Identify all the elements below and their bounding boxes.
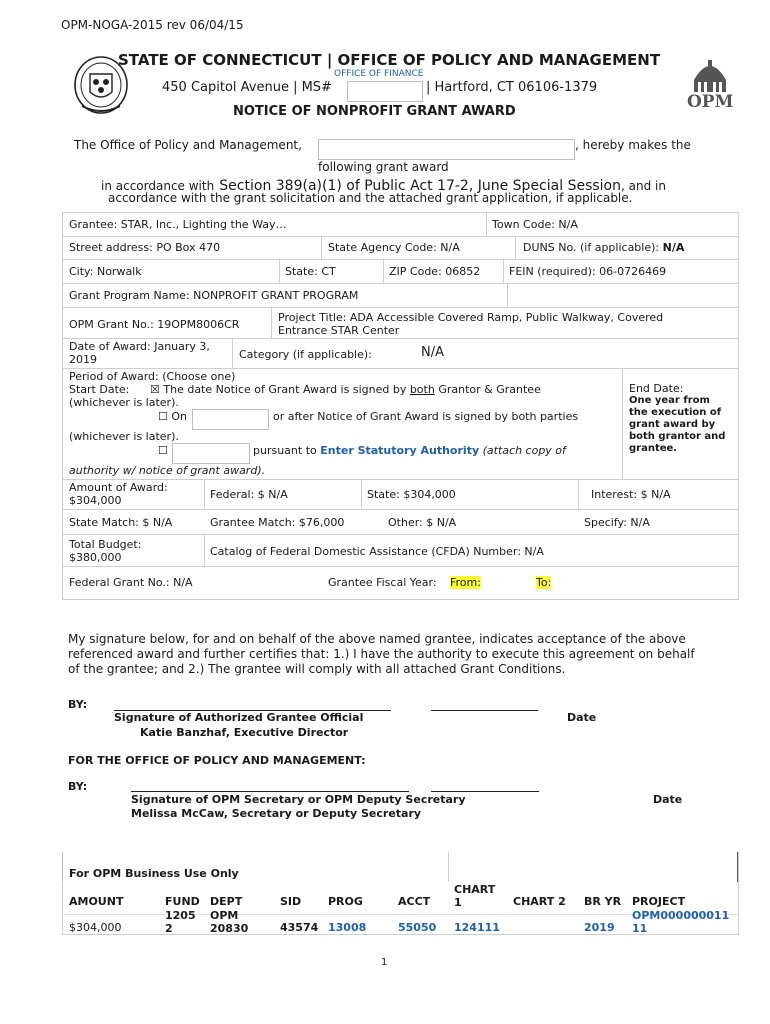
ms-number-field[interactable] xyxy=(347,81,423,102)
other-amount: Other: $ N/A xyxy=(388,516,457,529)
opm-signature-line[interactable] xyxy=(131,791,409,792)
intro-line4: accordance with the grant solicitation and the attached grant application, if applicable. xyxy=(108,191,633,205)
by-label-2: BY: xyxy=(68,780,88,793)
fiscal-year-from[interactable]: From: xyxy=(450,576,481,589)
col-chart1-header: CHART 1 xyxy=(454,883,496,909)
federal-amount: Federal: $ N/A xyxy=(210,488,288,501)
opm-date-label: Date xyxy=(653,793,683,806)
col-amount-header: AMOUNT xyxy=(69,895,124,908)
chart1-cell: 124111 xyxy=(454,921,500,934)
state-match: State Match: $ N/A xyxy=(69,516,173,529)
grant-program-name: Grant Program Name: NONPROFIT GRANT PROGRAM xyxy=(69,289,359,302)
grantee-signer-name: Katie Banzhaf, Executive Director xyxy=(140,726,349,739)
intro-line1-left: The Office of Policy and Management, xyxy=(74,138,302,152)
date-of-award-line2: 2019 xyxy=(69,353,97,366)
federal-grant-number: Federal Grant No.: N/A xyxy=(69,576,193,589)
duns-number xyxy=(523,241,684,254)
start-date-label: Start Date: xyxy=(69,383,130,396)
on-date-field[interactable] xyxy=(192,409,269,430)
grantee-date-line[interactable] xyxy=(431,710,538,711)
fund-cell: 12052 xyxy=(165,909,196,935)
notice-title: NOTICE OF NONPROFIT GRANT AWARD xyxy=(233,104,516,119)
end-date-line3: grant award by xyxy=(629,419,716,430)
acceptance-line3: of the grantee; and 2.) The grantee will comply with all attached Grant Conditions. xyxy=(68,662,566,676)
statutory-authority: Section 389(a)(1) of Public Act 17-2, June Special Session xyxy=(219,178,621,194)
amount-value: $304,000 xyxy=(69,494,122,507)
grantee-match: Grantee Match: $76,000 xyxy=(210,516,345,529)
option-statutory-checkbox[interactable] xyxy=(158,444,168,457)
option-signed-by-both[interactable] xyxy=(150,383,541,396)
option1-both: both xyxy=(409,383,435,396)
state-amount: State: $304,000 xyxy=(367,488,456,501)
dept-cell: OPM 20830 xyxy=(210,909,249,935)
whichever-later-2: (whichever is later). xyxy=(69,430,179,443)
cfda-number: Catalog of Federal Domestic Assistance (CFDA) Number: N/A xyxy=(210,545,544,558)
option1-text-b: Grantor & Grantee xyxy=(438,383,541,396)
grantee-name: Grantee: STAR, Inc., Lighting the Way… xyxy=(69,218,287,231)
enter-statutory-authority-field[interactable]: Enter Statutory Authority xyxy=(320,444,480,457)
opm-date-line[interactable] xyxy=(431,791,539,792)
col-fund-header: FUND xyxy=(165,895,200,908)
acceptance-line1: My signature below, for and on behalf of the above named grantee, indicates acceptance of the above xyxy=(68,632,686,646)
col-chart2-header: CHART 2 xyxy=(513,895,566,908)
end-date-line4: both grantor and xyxy=(629,431,726,442)
state-agency-code: State Agency Code: N/A xyxy=(328,241,460,254)
col-bryr-header: BR YR xyxy=(584,895,622,908)
prog-cell: 13008 xyxy=(328,921,367,934)
category-value: N/A xyxy=(421,345,444,360)
state: State: CT xyxy=(285,265,336,278)
project-title-line1: Project Title: ADA Accessible Covered Ramp, Public Walkway, Covered xyxy=(278,311,664,324)
amount-label: Amount of Award: xyxy=(69,481,168,494)
grantee-fiscal-year: Grantee Fiscal Year: xyxy=(328,576,437,589)
option3-authority: authority w/ notice of grant award). xyxy=(69,464,266,477)
unchecked-checkbox-icon[interactable]: ☐ xyxy=(158,444,168,457)
option1-text-a: The date Notice of Grant Award is signed by xyxy=(163,383,407,396)
category-label: Category (if applicable): xyxy=(239,348,372,361)
interest-amount: Interest: $ N/A xyxy=(591,488,671,501)
unchecked-checkbox-icon[interactable]: ☐ xyxy=(158,410,168,423)
col-acct-header: ACCT xyxy=(398,895,431,908)
end-date-line5: grantee. xyxy=(629,443,678,454)
opm-logo-text: OPM xyxy=(687,92,734,112)
duns-value: N/A xyxy=(662,241,685,254)
end-date-line1: One year from xyxy=(629,395,710,406)
intro-line2: following grant award xyxy=(318,160,449,174)
address-right: | Hartford, CT 06106-1379 xyxy=(426,80,598,95)
total-budget-value: $380,000 xyxy=(69,551,122,564)
end-date-label: End Date: xyxy=(629,382,684,395)
fein: FEIN (required): 06-0726469 xyxy=(509,265,667,278)
col-sid-header: SID xyxy=(280,895,302,908)
opm-heading: FOR THE OFFICE OF POLICY AND MANAGEMENT: xyxy=(68,754,366,767)
col-prog-header: PROG xyxy=(328,895,363,908)
option3-text xyxy=(253,444,566,457)
intro-line3-a: in accordance with xyxy=(101,179,215,193)
option2-on: On xyxy=(171,410,188,423)
office-of-finance: OFFICE OF FINANCE xyxy=(334,69,424,79)
sid-cell: 43574 xyxy=(280,921,319,934)
intro-line1-right: , hereby makes the xyxy=(575,138,691,152)
address-left: 450 Capitol Avenue | MS# xyxy=(162,80,332,95)
fiscal-year-to[interactable]: To: xyxy=(536,576,552,589)
option3-attach: (attach copy of xyxy=(482,444,566,457)
opm-logo xyxy=(684,58,736,114)
bryr-cell: 2019 xyxy=(584,921,615,934)
acct-cell: 55050 xyxy=(398,921,437,934)
town-code: Town Code: N/A xyxy=(492,218,578,231)
street-address: Street address: PO Box 470 xyxy=(69,241,221,254)
checked-checkbox-icon[interactable]: ☒ xyxy=(150,383,160,396)
page-number: 1 xyxy=(381,957,388,968)
specify: Specify: N/A xyxy=(584,516,650,529)
project-title-line2: Entrance STAR Center xyxy=(278,324,400,337)
grantee-signature-label: Signature of Authorized Grantee Official xyxy=(114,711,364,724)
whichever-later-1: (whichever is later). xyxy=(69,396,179,409)
form-id: OPM-NOGA-2015 rev 06/04/15 xyxy=(61,18,244,32)
zip-code: ZIP Code: 06852 xyxy=(389,265,481,278)
amount-cell: $304,000 xyxy=(69,921,122,934)
col-project-header: PROJECT xyxy=(632,895,686,908)
opm-grant-number: OPM Grant No.: 19OPM8006CR xyxy=(69,318,240,331)
project-cell: OPM000000011 11 xyxy=(632,909,730,935)
duns-label: DUNS No. (if applicable): xyxy=(523,241,660,254)
grantee-date-label: Date xyxy=(567,711,597,724)
by-label-1: BY: xyxy=(68,698,88,711)
grantor-name-field[interactable] xyxy=(318,139,575,160)
option2-text: or after Notice of Grant Award is signed by both parties xyxy=(273,410,579,423)
city: City: Norwalk xyxy=(69,265,142,278)
business-use-heading: For OPM Business Use Only xyxy=(69,867,239,880)
total-budget-label: Total Budget: xyxy=(69,538,142,551)
option-on-date[interactable] xyxy=(158,410,187,423)
col-dept-header: DEPT xyxy=(210,895,243,908)
acceptance-line2: referenced award and further certifies that: 1.) I have the authority to execute this agreement on behalf xyxy=(68,647,695,661)
page-title: STATE OF CONNECTICUT | OFFICE OF POLICY AND MANAGEMENT xyxy=(118,51,661,69)
date-of-award-line1: Date of Award: January 3, xyxy=(69,340,210,353)
statutory-date-field[interactable] xyxy=(172,443,250,464)
period-label: Period of Award: (Choose one) xyxy=(69,370,236,383)
end-date-line2: the execution of xyxy=(629,407,722,418)
intro-line3-c: , and in xyxy=(620,179,666,193)
option3-pursuant: pursuant to xyxy=(253,444,317,457)
opm-signature-label: Signature of OPM Secretary or OPM Deputy Secretary xyxy=(131,793,466,806)
opm-signer-name: Melissa McCaw, Secretary or Deputy Secretary xyxy=(131,807,422,820)
